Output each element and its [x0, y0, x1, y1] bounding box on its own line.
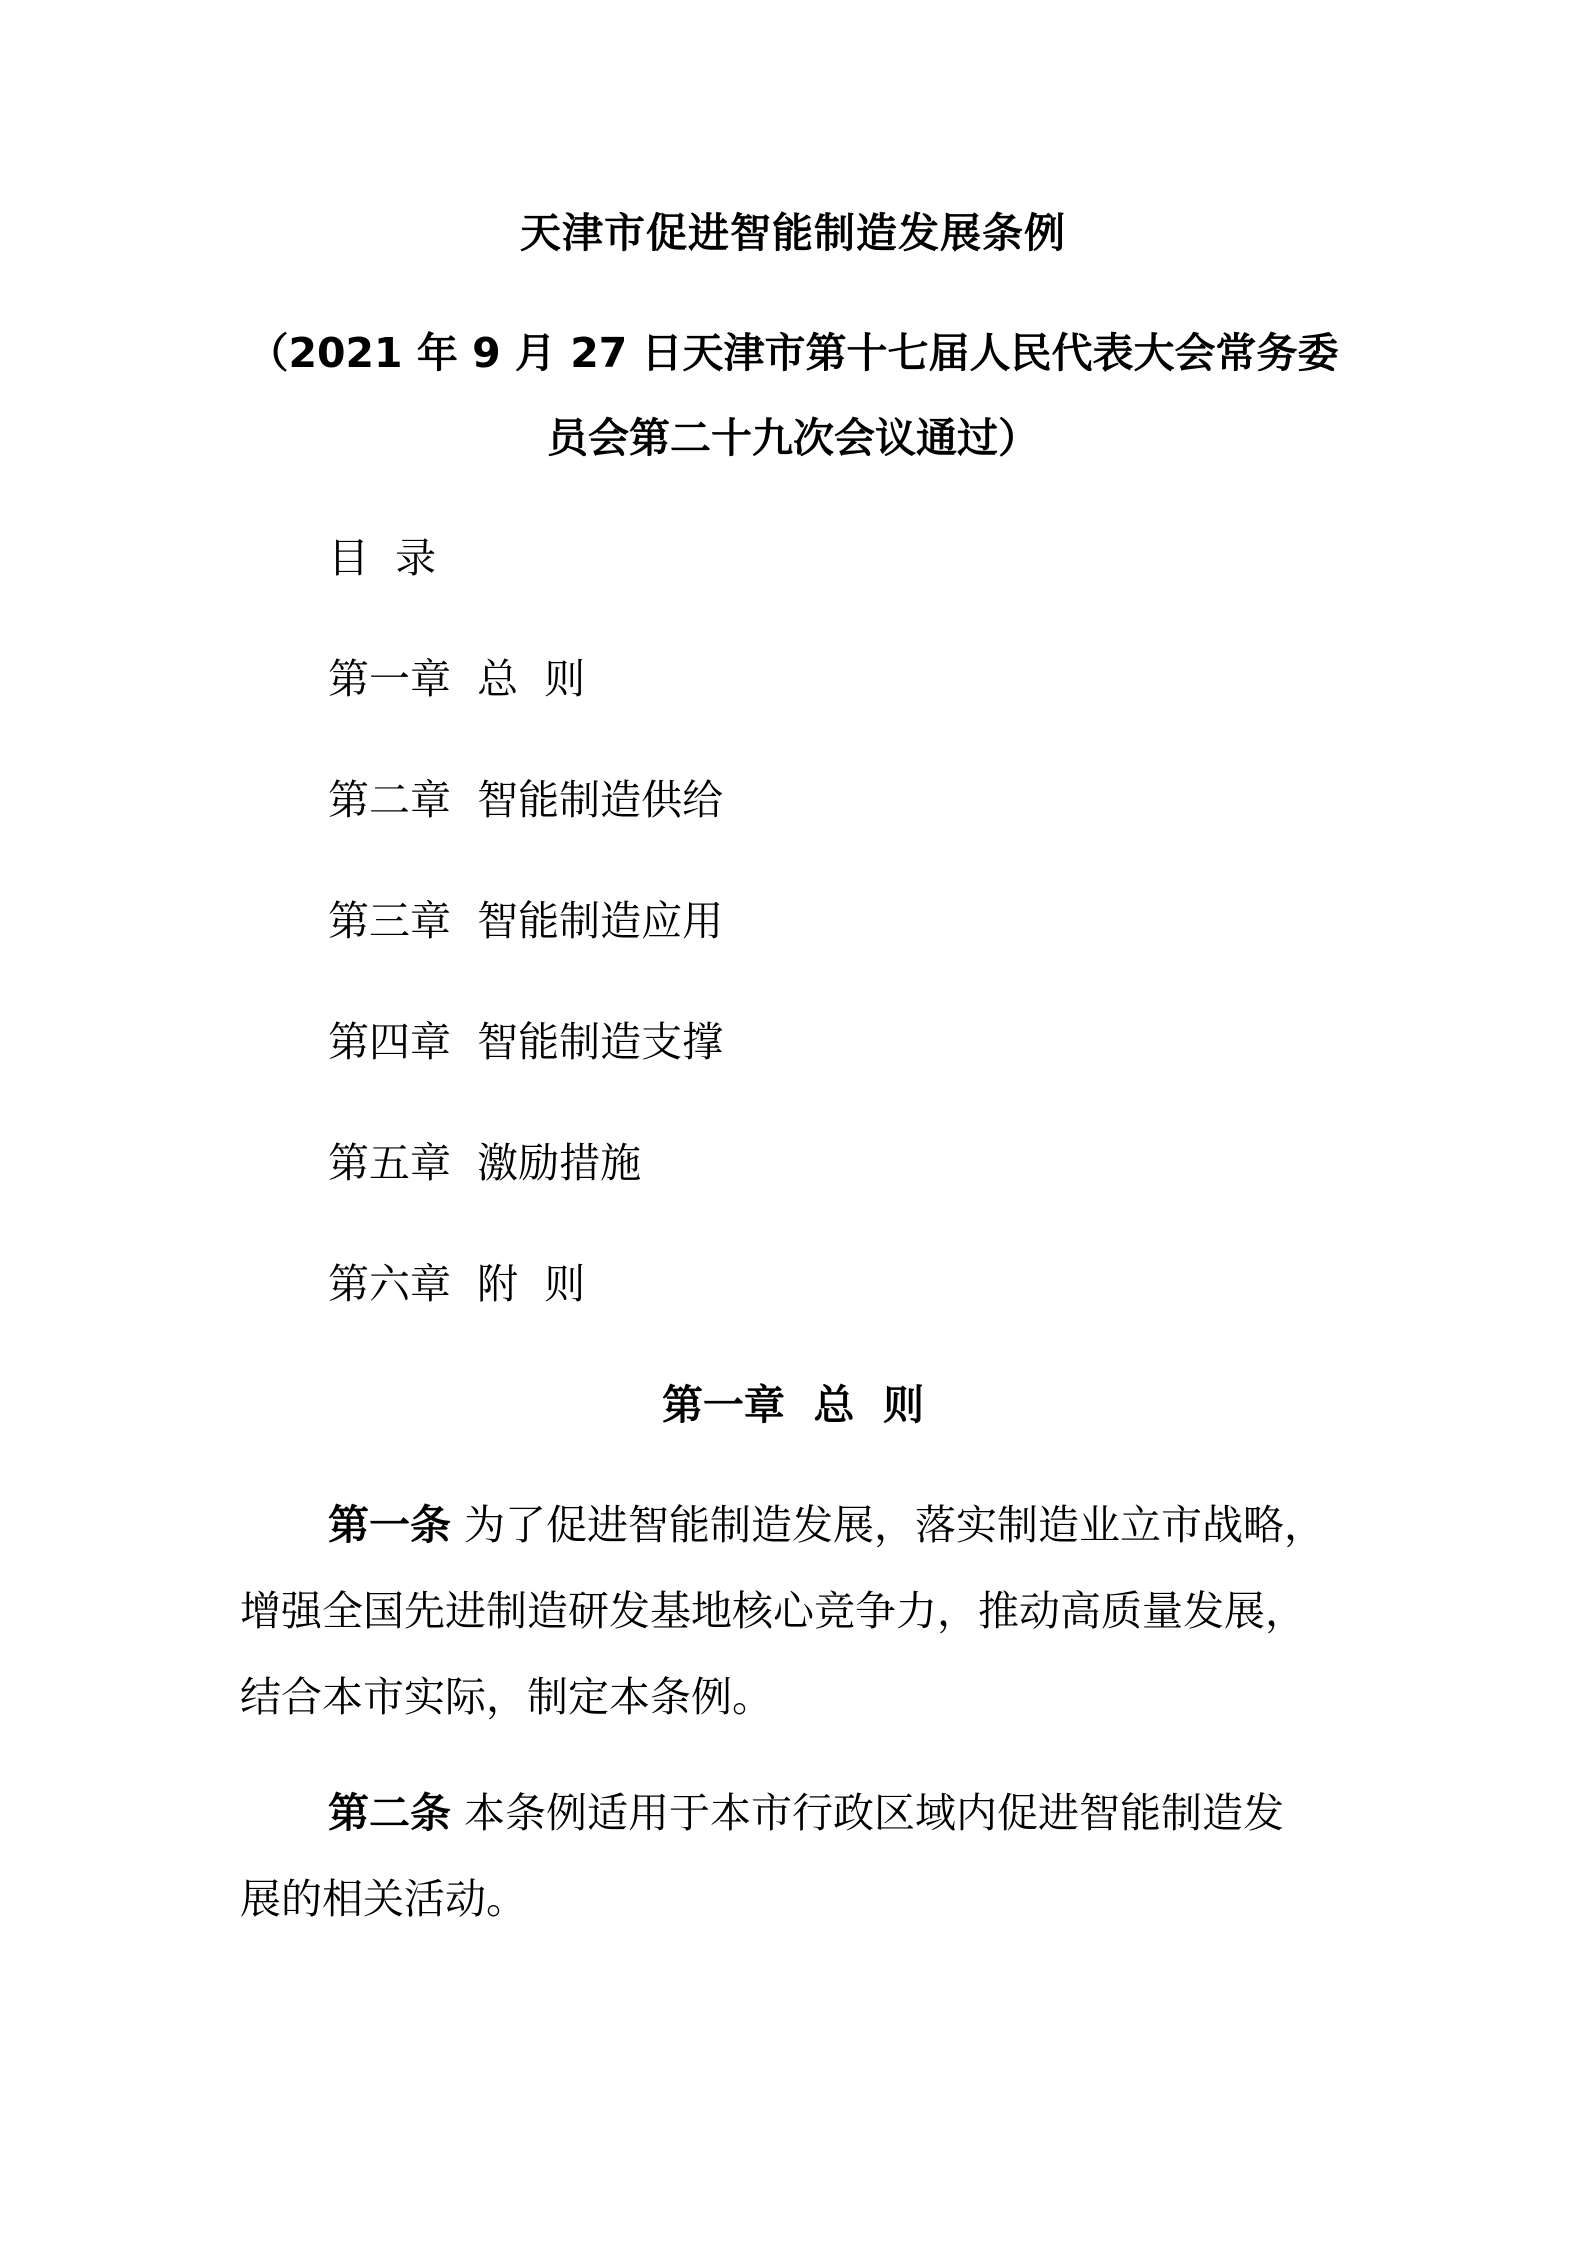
article-1-line-3: 结合本市实际，制定本条例。	[240, 1673, 773, 1721]
document-subtitle-line-2: 员会第二十九次会议通过）	[547, 414, 1039, 462]
article-1	[240, 1482, 1360, 1740]
document-subtitle-line-1: （2021 年 9 月 27 日天津市第十七届人民代表大会常务委	[247, 329, 1339, 377]
toc-heading: 目 录	[328, 534, 437, 582]
article-1-line-1	[240, 1482, 1360, 1568]
article-2-text: 本条例适用于本市行政区域内促进智能制造发	[451, 1789, 1285, 1837]
article-2-label: 第二条	[328, 1789, 451, 1837]
toc-item-chapter-6: 第六章 附 则	[328, 1260, 586, 1308]
toc-item-chapter-5: 第五章 激励措施	[328, 1139, 642, 1187]
toc-item-chapter-3: 第三章 智能制造应用	[328, 897, 724, 945]
article-1-text: 为了促进智能制造发展，落实制造业立市战略，	[451, 1501, 1326, 1549]
article-2	[240, 1770, 1360, 1942]
article-2-line-1	[240, 1770, 1360, 1856]
toc-item-chapter-4: 第四章 智能制造支撑	[328, 1018, 724, 1066]
toc-item-chapter-2: 第二章 智能制造供给	[328, 776, 724, 824]
document-title: 天津市促进智能制造发展条例	[520, 209, 1066, 257]
article-2-line-2: 展的相关活动。	[240, 1875, 527, 1923]
chapter-1-heading: 第一章 总 则	[661, 1381, 925, 1429]
toc-item-chapter-1: 第一章 总 则	[328, 655, 586, 703]
article-1-label: 第一条	[328, 1501, 451, 1549]
article-1-line-2: 增强全国先进制造研发基地核心竞争力，推动高质量发展，	[240, 1587, 1306, 1635]
